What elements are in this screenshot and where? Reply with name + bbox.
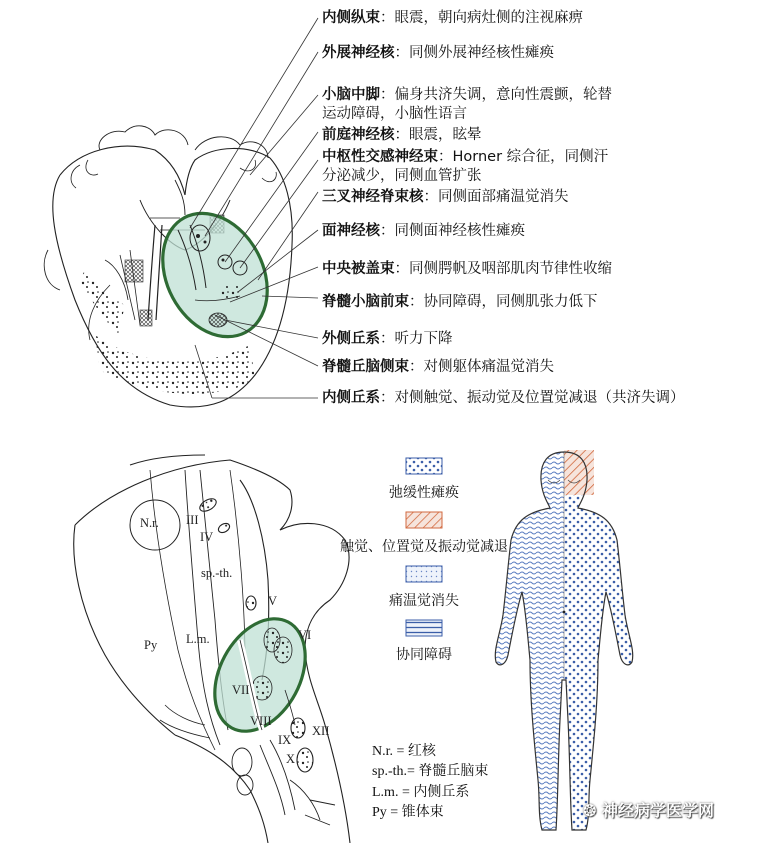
anat-label-viii: VIII — [250, 714, 272, 728]
label-sympathetic-tract: 中枢性交感神经束：Horner 综合征，同侧汗 — [322, 149, 609, 165]
anat-label-x: X — [286, 752, 296, 766]
abbreviation-py: Py = 锥体束 — [372, 805, 444, 820]
label-vestibular-nucleus: 前庭神经核：眼震，眩晕 — [322, 127, 482, 143]
label-medial-lemniscus: 内侧丘系：对侧触觉、振动觉及位置觉减退（共济失调） — [322, 390, 685, 406]
legend-label-sensory-loss: 触觉、位置觉及振动觉减退 — [340, 539, 508, 555]
anat-label-spth: sp.-th. — [201, 566, 233, 580]
anat-label-ix: IX — [278, 733, 292, 747]
anat-label-xii: XII — [312, 724, 330, 738]
anat-label-v: V — [268, 594, 278, 608]
wechat-icon: ❂ — [583, 801, 602, 820]
watermark: ❂ 神经病学医学网 — [583, 801, 714, 820]
anat-label-vi: VI — [298, 628, 312, 642]
label-middle-cerebellar-peduncle: 小脑中脚：偏身共济失调，意向性震颤，轮替 — [322, 87, 612, 103]
leader-lines — [190, 18, 318, 398]
label-facial-nucleus: 面神经核：同侧面神经核性瘫痪 — [322, 223, 525, 239]
label-spinal-trigeminal-nucleus: 三叉神经脊束核：同侧面部痛温觉消失 — [322, 189, 569, 205]
legend-label-flaccid-paralysis: 弛缓性瘫痪 — [389, 485, 459, 501]
abbreviation-nr: N.r. = 红核 — [372, 744, 436, 759]
label-central-tegmental-tract: 中央被盖束：同侧腭帆及咽部肌肉节律性收缩 — [322, 261, 612, 277]
legend-label-pain-temp-loss: 痛温觉消失 — [389, 593, 459, 609]
anat-label-lm: L.m. — [186, 632, 210, 646]
abbreviation-lm: L.m. = 内侧丘系 — [372, 785, 470, 800]
abbreviation-spth: sp.-th.= 脊髓丘脑束 — [372, 764, 489, 779]
anat-label-iii: III — [186, 513, 199, 527]
label-sympathetic-tract-cont: 分泌减少，同侧血管扩张 — [322, 168, 482, 184]
anat-label-py: Py — [144, 638, 158, 652]
label-lateral-lemniscus: 外侧丘系：听力下降 — [322, 331, 453, 347]
label-lateral-spinothalamic-tract: 脊髓丘脑侧束：对侧躯体痛温觉消失 — [322, 359, 554, 375]
anat-label-vii: VII — [232, 683, 250, 697]
human-figure — [495, 450, 632, 830]
label-abducens-nucleus: 外展神经核：同侧外展神经核性瘫痪 — [322, 45, 554, 61]
anat-label-iv: IV — [200, 530, 214, 544]
label-mlf: 内侧纵束：眼震，朝向病灶侧的注视麻痹 — [322, 10, 583, 26]
anat-label-nr: N.r. — [140, 516, 159, 530]
label-ventral-spinocerebellar-tract: 脊髓小脑前束：协同障碍，同侧肌张力低下 — [322, 294, 598, 310]
label-middle-cerebellar-peduncle-cont: 运动障碍，小脑性语言 — [322, 106, 467, 122]
brainstem-sagittal — [74, 455, 350, 843]
legend-label-ataxia: 协同障碍 — [396, 647, 452, 663]
